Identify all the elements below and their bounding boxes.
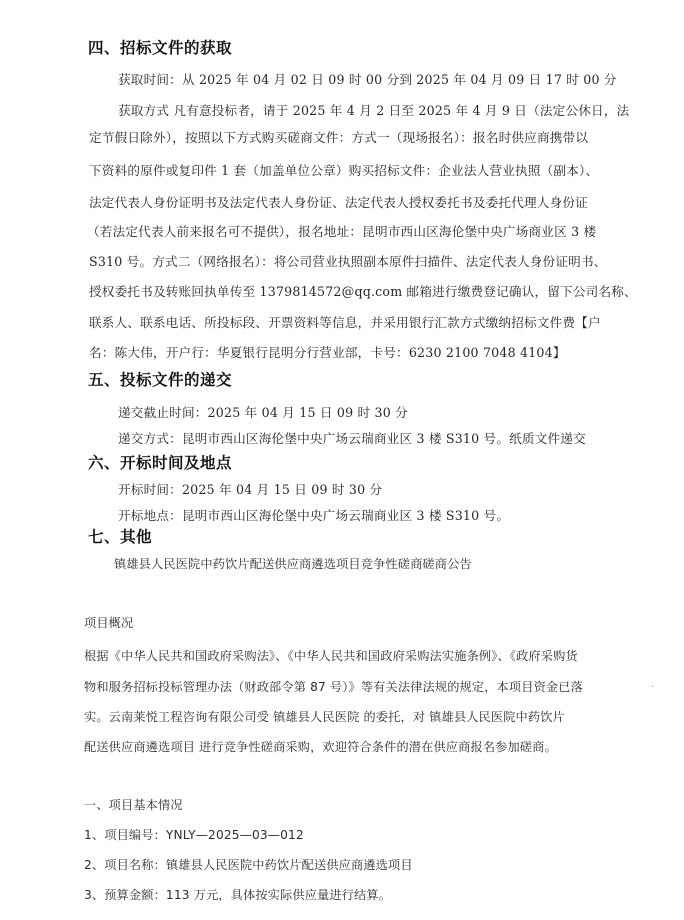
overview-title: 项目概况	[84, 616, 134, 630]
acquisition-method-line: 名：陈大伟，开户行：华夏银行昆明分行营业部，卡号：6230 2100 7048 4104】	[89, 345, 566, 360]
acquisition-method-line: （若法定代表人前来报名可不提供），报名地址：昆明市西山区海伦堡中央广场商业区 3 楼	[87, 224, 597, 239]
basic-info-item: 2、项目名称：镇雄县人民医院中药饮片配送供应商遴选项目	[84, 858, 413, 872]
opening-time: 开标时间：2025 年 04 月 15 日 09 时 30 分	[118, 482, 383, 497]
acquisition-method-line: 法定代表人身份证明书及法定代表人身份证、法定代表人授权委托书及委托代理人身份证	[89, 195, 588, 210]
acquisition-method-line: 联系人、联系电话、所投标段、开票资料等信息，并采用银行汇款方式缴纳招标文件费【户	[89, 315, 601, 330]
section-5-heading: 五、投标文件的递交	[88, 371, 233, 389]
acquisition-method-line: 下资料的原件或复印件 1 套（加盖单位公章）购买招标文件：企业法人营业执照（副本）、	[89, 163, 599, 178]
basic-info-item: 3、预算金额：113 万元，具体按实际供应量进行结算。	[84, 888, 392, 902]
basic-info-item: 1、项目编号：YNLY—2025—03—012	[84, 828, 304, 842]
submission-method: 递交方式：昆明市西山区海伦堡中央广场云瑞商业区 3 楼 S310 号。纸质文件递交	[118, 431, 586, 446]
basic-info-heading: 一、项目基本情况	[84, 798, 183, 812]
section-7-heading: 七、其他	[88, 528, 153, 546]
acquisition-method-line: 定节假日除外），按照以下方式购买磋商文件：方式一（现场报名）：报名时供应商携带以	[89, 130, 589, 145]
acquisition-method-line: 授权委托书及转账回执单传至 1379814572@qq.com 邮箱进行缴费登记确认，留下公司名称、	[89, 284, 637, 299]
overview-line: 物和服务招标投标管理办法（财政部令第 87 号）》等有关法律法规的规定，本项目资金已落	[84, 680, 583, 694]
announcement-title: 镇雄县人民医院中药饮片配送供应商遴选项目竞争性磋商磋商公告	[114, 557, 472, 571]
acquisition-method-line: 获取方式 凡有意投标者，请于 2025 年 4 月 2 日至 2025 年 4 月 9 日（法定公休日，法	[118, 103, 630, 118]
overview-line: 根据《中华人民共和国政府采购法》、《中华人民共和国政府采购法实施条例》、《政府采购货	[84, 649, 578, 663]
acquisition-method-line: S310 号。方式二（网络报名）：将公司营业执照副本原件扫描件、法定代表人身份证明书、	[89, 254, 607, 269]
acquisition-time: 获取时间：从 2025 年 04 月 02 日 09 时 00 分到 2025 年 04 月 09 日 17 时 00 分	[118, 72, 617, 87]
submission-deadline: 递交截止时间：2025 年 04 月 15 日 09 时 30 分	[118, 405, 408, 420]
section-4-heading: 四、招标文件的获取	[88, 39, 233, 57]
scan-speck: ·	[651, 682, 655, 693]
opening-place: 开标地点：昆明市西山区海伦堡中央广场云瑞商业区 3 楼 S310 号。	[118, 508, 510, 523]
overview-line: 实。云南莱悦工程咨询有限公司受 镇雄县人民医院 的委托，对 镇雄县人民医院中药饮片	[84, 710, 565, 724]
overview-line: 配送供应商遴选项目 进行竞争性磋商采购，欢迎符合条件的潜在供应商报名参加磋商。	[84, 740, 557, 754]
section-6-heading: 六、开标时间及地点	[88, 454, 233, 472]
